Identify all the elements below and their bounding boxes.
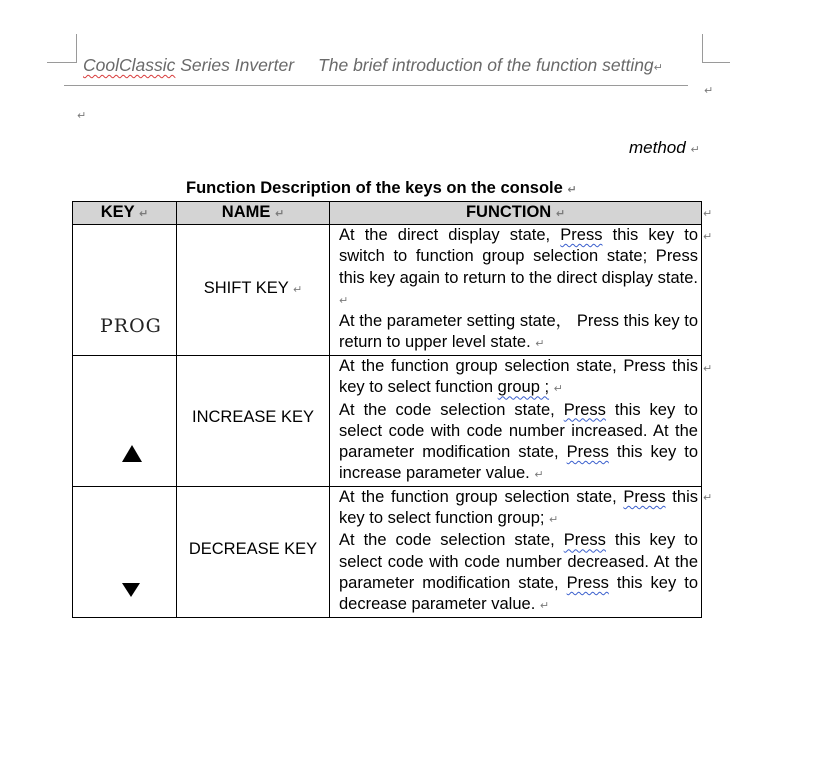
key-name: INCREASE KEY [192,408,314,426]
header-brand: CoolClassic [83,55,176,75]
function-paragraph: At the direct display state, Press this key to switch to function group selection state; Press this key again to return to the direct display state. ↵ [339,226,698,307]
key-cell [73,225,177,356]
name-cell [177,356,330,487]
column-header-key: KEY ↵ [73,202,177,225]
function-paragraph: At the code selection state, Press this key to select code with code number increased. At the parameter modification state, Press this key to increase parameter value. ↵ [339,400,698,483]
paragraph-mark-icon: ↵ [653,61,663,74]
up-triangle-icon [122,445,142,462]
function-paragraph: At the code selection state, Press this key to select code with code number decreased. At the parameter modification state, Press this key to decrease parameter value. ↵ [339,531,698,614]
column-header-name: NAME ↵ [177,202,330,225]
table-row [73,486,702,617]
function-paragraph: At the function group selection state, Press this key to select function group ; ↵ [339,357,698,397]
method-label [629,138,700,158]
key-cell [73,356,177,487]
row-end-mark-icon: ↵ [703,491,713,504]
row-end-mark-icon: ↵ [703,230,713,243]
name-cell: SHIFT KEY ↵ [177,225,330,356]
crop-mark-top-right-vertical [702,34,703,62]
paragraph-mark-icon: ↵ [704,84,714,97]
row-end-mark-icon: ↵ [703,362,713,375]
function-paragraph: At the function group selection state, Press this key to select function group; ↵ [339,487,698,528]
header-section: The brief introduction of the function setting [318,55,654,75]
name-cell [177,486,330,617]
column-header-function: FUNCTION ↵ [330,202,702,225]
key-name: SHIFT KEY [203,279,289,297]
header-rule [64,85,688,86]
key-name: DECREASE KEY [188,539,318,558]
paragraph-mark-icon: ↵ [77,109,87,122]
table-row [73,356,702,487]
crop-mark-top-right-horizontal [702,62,730,63]
function-cell [330,356,702,487]
paragraph-mark-icon: ↵ [690,143,700,156]
key-cell [73,486,177,617]
table-row [73,225,702,356]
function-cell [330,486,702,617]
prog-key-label: PROG [100,315,162,337]
running-header [83,55,683,76]
table-caption [186,179,577,198]
down-triangle-icon [122,583,140,597]
paragraph-mark-icon: ↵ [567,183,577,196]
crop-mark-top-left-horizontal [47,62,77,63]
crop-mark-top-left-vertical [76,34,77,62]
table-header-row [73,202,702,225]
key-function-table [72,201,702,618]
function-paragraph: At the parameter setting state， Press this key to return to upper level state. ↵ [339,312,698,352]
header-series: Series Inverter [175,55,295,75]
method-text: method [629,138,686,157]
row-end-mark-icon: ↵ [703,207,713,220]
caption-text: Function Description of the keys on the console [186,179,563,197]
function-cell [330,225,702,356]
